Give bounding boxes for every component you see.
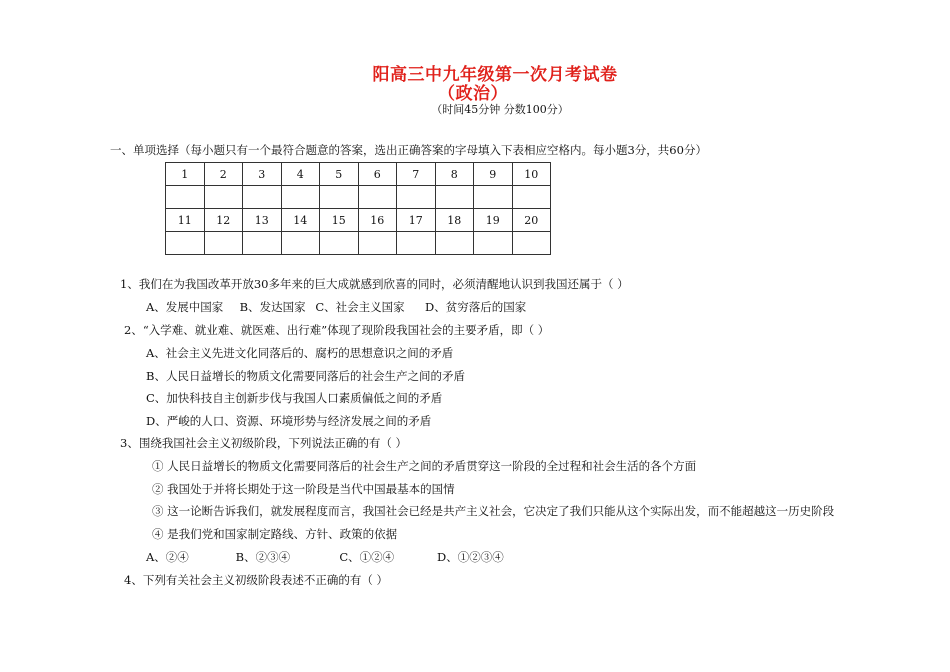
table-cell: 6: [358, 163, 397, 186]
table-cell: 18: [435, 209, 474, 232]
answer-cell[interactable]: [243, 232, 282, 255]
table-cell: 9: [474, 163, 513, 186]
answer-cell[interactable]: [474, 186, 513, 209]
question-4-stem: 4、下列有关社会主义初级阶段表述不正确的有（ ）: [124, 573, 388, 587]
answer-cell[interactable]: [397, 186, 436, 209]
table-cell: 11: [166, 209, 205, 232]
table-cell: 15: [320, 209, 359, 232]
question-3-options: [146, 549, 504, 565]
question-1-options: [146, 299, 526, 315]
answer-cell[interactable]: [281, 232, 320, 255]
question-2-option-b: B、人民日益增长的物质文化需要同落后的社会生产之间的矛盾: [146, 369, 465, 383]
answer-cell[interactable]: [166, 232, 205, 255]
option-b: B、②③④: [235, 550, 291, 564]
answer-cell[interactable]: [358, 232, 397, 255]
exam-meta: （时间45分钟 分数100分）: [431, 103, 569, 116]
option-b: B、发达国家: [239, 300, 306, 314]
table-cell: 19: [474, 209, 513, 232]
answer-cell[interactable]: [166, 186, 205, 209]
table-cell: 10: [512, 163, 551, 186]
answer-cell[interactable]: [435, 232, 474, 255]
question-2-option-a: A、社会主义先进文化同落后的、腐朽的思想意识之间的矛盾: [146, 346, 454, 360]
question-3-item-2: ② 我国处于并将长期处于这一阶段是当代中国最基本的国情: [152, 482, 455, 496]
answer-table: [165, 162, 551, 255]
answer-cell[interactable]: [397, 232, 436, 255]
table-cell: 17: [397, 209, 436, 232]
answer-cell[interactable]: [243, 186, 282, 209]
option-c: C、社会主义国家: [315, 300, 405, 314]
table-row-numbers-2: [166, 209, 551, 232]
option-a: A、②④: [146, 550, 189, 564]
answer-cell[interactable]: [358, 186, 397, 209]
question-2-stem: 2、“入学难、就业难、就医难、出行难”体现了现阶段我国社会的主要矛盾，即（ ）: [124, 323, 550, 337]
exam-subject: （政治）: [438, 84, 508, 104]
table-cell: 3: [243, 163, 282, 186]
question-3-item-4: ④ 是我们党和国家制定路线、方针、政策的依据: [152, 527, 398, 541]
answer-cell[interactable]: [204, 232, 243, 255]
table-cell: 13: [243, 209, 282, 232]
table-cell: 5: [320, 163, 359, 186]
answer-cell[interactable]: [281, 186, 320, 209]
question-2-option-d: D、严峻的人口、资源、环境形势与经济发展之间的矛盾: [146, 414, 432, 428]
table-cell: 20: [512, 209, 551, 232]
answer-cell[interactable]: [320, 232, 359, 255]
exam-title: 阳高三中九年级第一次月考试卷: [372, 65, 618, 85]
option-d: D、①②③④: [436, 550, 504, 564]
question-2-option-c: C、加快科技自主创新步伐与我国人口素质偏低之间的矛盾: [146, 391, 443, 405]
question-3-stem: 3、围绕我国社会主义初级阶段，下列说法正确的有（ ）: [120, 436, 407, 450]
table-cell: 4: [281, 163, 320, 186]
answer-cell[interactable]: [512, 186, 551, 209]
section-heading: 一、单项选择（每小题只有一个最符合题意的答案，选出正确答案的字母填入下表相应空格内。每小题3分，共60分）: [110, 143, 707, 157]
table-cell: 12: [204, 209, 243, 232]
table-cell: 7: [397, 163, 436, 186]
option-d: D、贫穷落后的国家: [424, 300, 527, 314]
table-cell: 14: [281, 209, 320, 232]
answer-cell[interactable]: [474, 232, 513, 255]
question-3-item-3: ③ 这一论断告诉我们，就发展程度而言，我国社会已经是共产主义社会，它决定了我们只能从这个实际出发，而不能超越这一历史阶段: [152, 504, 835, 518]
table-cell: 2: [204, 163, 243, 186]
question-3-item-1: ① 人民日益增长的物质文化需要同落后的社会生产之间的矛盾贯穿这一阶段的全过程和社会生活的各个方面: [152, 459, 697, 473]
table-cell: 8: [435, 163, 474, 186]
option-a: A、发展中国家: [146, 300, 224, 314]
table-row-numbers-1: [166, 163, 551, 186]
option-c: C、①②④: [339, 550, 395, 564]
table-cell: 1: [166, 163, 205, 186]
answer-cell[interactable]: [204, 186, 243, 209]
answer-cell[interactable]: [320, 186, 359, 209]
answer-cell[interactable]: [435, 186, 474, 209]
table-row-answers-1: [166, 186, 551, 209]
question-1-stem: 1、我们在为我国改革开放30多年来的巨大成就感到欣喜的同时，必须清醒地认识到我国还属于（ ）: [120, 277, 629, 291]
table-cell: 16: [358, 209, 397, 232]
table-row-answers-2: [166, 232, 551, 255]
answer-cell[interactable]: [512, 232, 551, 255]
